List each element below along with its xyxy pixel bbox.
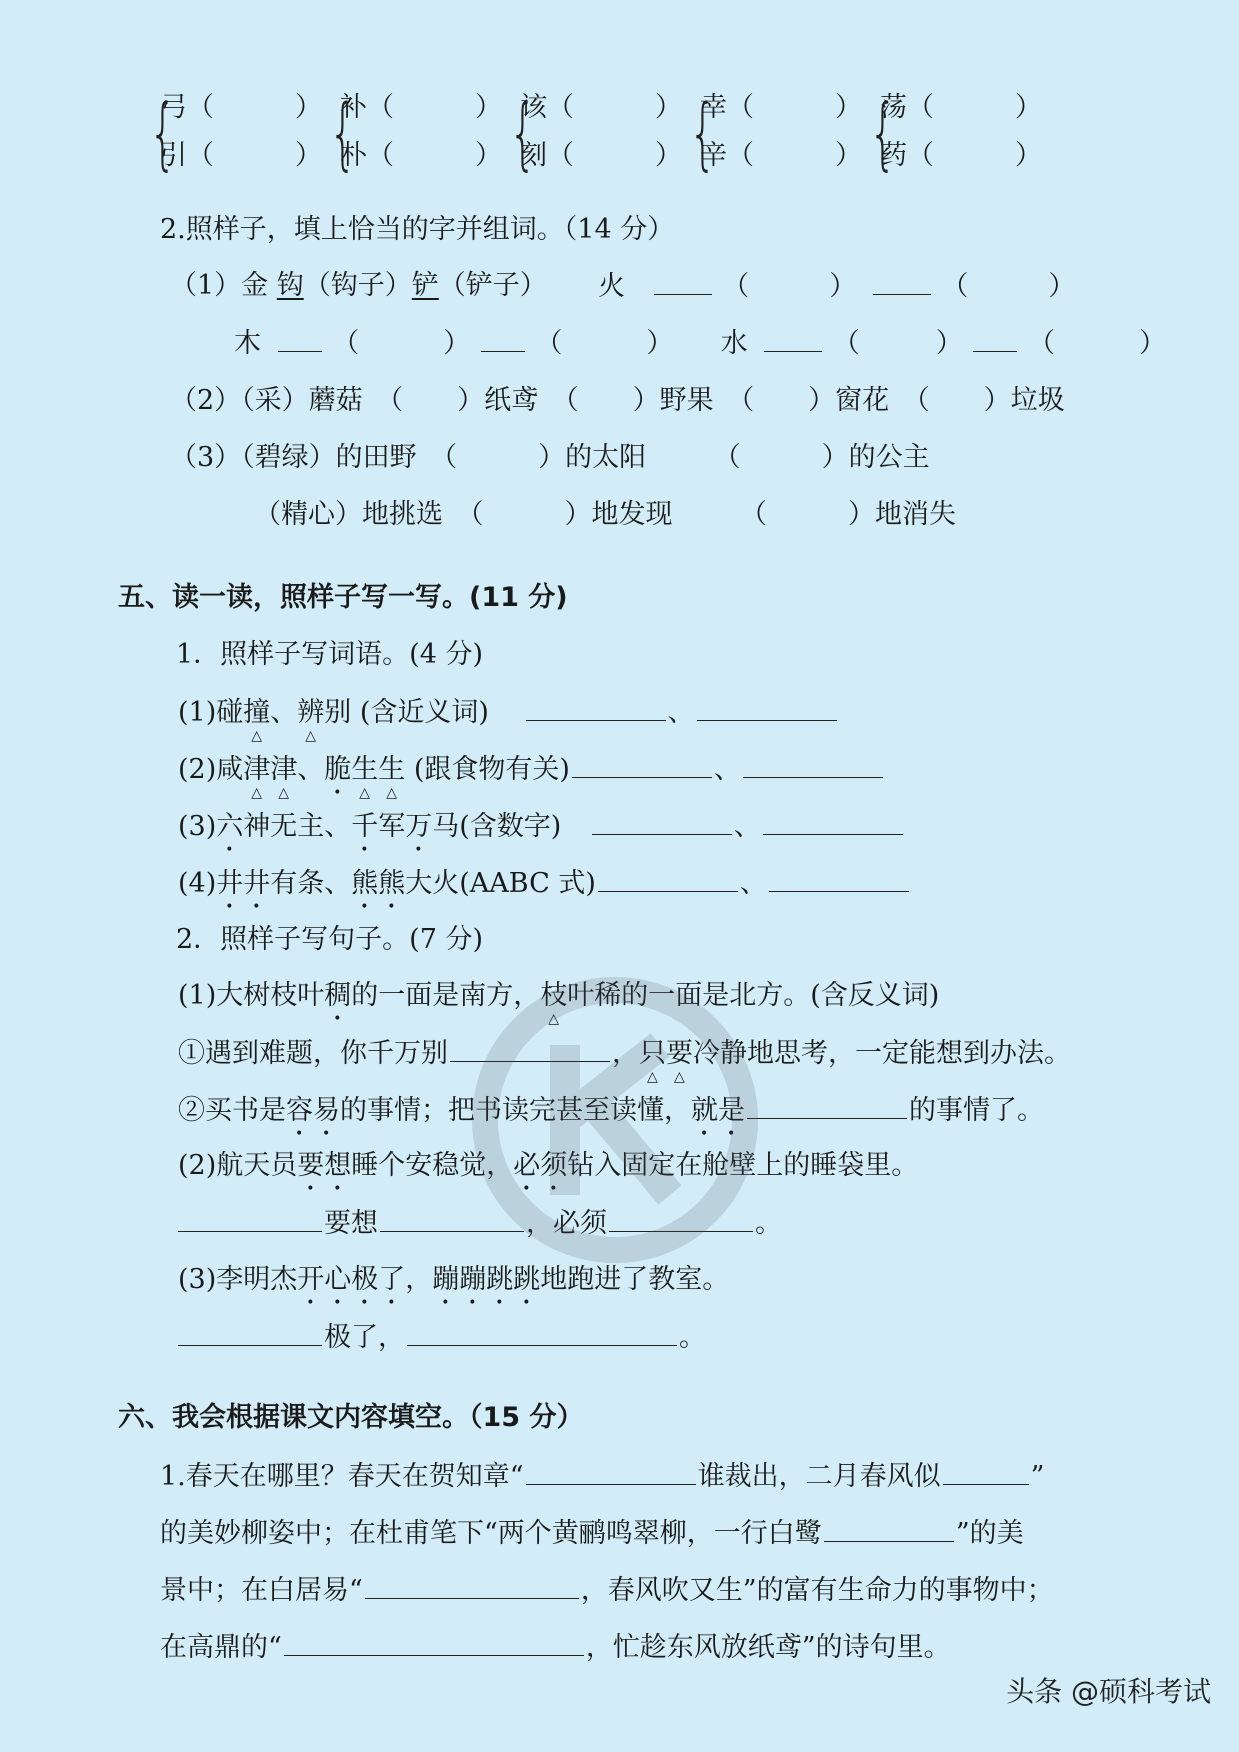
q2-paren-open-4: （: [535, 328, 563, 359]
q2-l1-mid: （钩子）: [303, 270, 412, 301]
s5-s3-blank-2[interactable]: [407, 1319, 677, 1346]
s5-i3-blank-2[interactable]: [763, 808, 903, 835]
s6-p4a: 在高鼎的“: [160, 1632, 282, 1663]
s5-s2-blank-1[interactable]: [178, 1205, 322, 1232]
s5-i4-blank-1[interactable]: [598, 865, 738, 892]
s5-sent-3-rewrite: [176, 1319, 706, 1356]
q2-paren-close-2: ）: [1048, 271, 1076, 302]
s5-sent-2: [178, 1148, 918, 1197]
pair-bottom-2: 朴（ ）: [340, 140, 502, 171]
pair-top-1: 弓（ ）: [160, 92, 322, 123]
s5-i2-b: 津津: [243, 754, 298, 785]
pair-bottom-5: 药（ ）: [880, 140, 1042, 171]
s5-item-2: [178, 751, 885, 801]
q2-paren-close-5: ）: [935, 328, 963, 359]
brace-5: {: [869, 89, 897, 179]
s6-line-4: [160, 1629, 951, 1666]
s5-i3-e: 军: [378, 811, 406, 842]
q2-blank-shui-2[interactable]: [973, 325, 1017, 352]
s5-i3-c: 神无主、: [243, 811, 352, 842]
s5-i3-sep: 、: [733, 811, 761, 842]
s6-p1a: 1.春天在哪里？春天在贺知章“: [160, 1461, 524, 1492]
q2-paren-close-4: ）: [646, 328, 674, 359]
s5-s1-d: 枝: [540, 980, 568, 1011]
q2-line-5: （精心）地挑选 （ ）地发现 （ ）地消失: [254, 499, 956, 530]
s5-s1-e: 叶稀的一面是北方。(含反义词): [567, 980, 940, 1011]
s6-blank-5[interactable]: [284, 1629, 584, 1656]
s5-sent-1-r1: [178, 1035, 1071, 1085]
s5-i4-a: (4): [178, 868, 217, 899]
s5-i2-blank-2[interactable]: [743, 751, 883, 778]
s5-i3-blank-1[interactable]: [592, 808, 732, 835]
s6-p4b: ，忙趁东风放纸鸢”的诗句里。: [585, 1632, 951, 1663]
section-5-heading: 五、读一读，照样子写一写。(11 分): [118, 582, 568, 613]
s5-i4-b: 井井: [216, 868, 271, 899]
s5-sent-2-rewrite: [176, 1205, 782, 1242]
s5-i2-e: 生生: [351, 754, 406, 785]
s5-s3-e: 地跑进了教室。: [540, 1264, 730, 1295]
q2-l2-shui: 水: [720, 328, 748, 359]
q2-l1-end: （铲子）: [438, 270, 547, 301]
pair-bottom-3: 刻（ ）: [520, 140, 682, 171]
s5-i1-blank-1[interactable]: [526, 694, 666, 721]
q2-paren-close-3: ）: [443, 328, 471, 359]
s5-i3-b: 六: [216, 811, 244, 842]
s6-blank-1[interactable]: [526, 1458, 696, 1485]
q2-title: 2.照样子，填上恰当的字并组词。（14 分）: [160, 214, 675, 245]
s5-s1-r2a: ②买书是: [178, 1095, 286, 1126]
s5-s3-c: ，: [405, 1264, 433, 1295]
s5-sent-1-r2: [178, 1092, 1044, 1142]
s5-s2-blank-2[interactable]: [380, 1205, 524, 1232]
s5-s1-r2e: 的事情了。: [909, 1095, 1044, 1126]
s5-s3-r1: 极了，: [324, 1322, 405, 1353]
s5-i4-e: 大火(AABC 式): [405, 868, 596, 899]
s6-line-1: [160, 1458, 1044, 1495]
q2-blank-mu-1[interactable]: [278, 325, 322, 352]
s5-s3-a: (3)李明杰: [178, 1264, 298, 1295]
q2-l1-gou: 钩: [276, 270, 304, 301]
s5-sub1: 1．照样子写词语。(4 分): [176, 639, 484, 670]
s5-i2-c: 、: [297, 754, 325, 785]
s5-s2-c: 睡个安稳觉，: [351, 1150, 514, 1181]
s6-p1b: 谁裁出，二月春风似: [697, 1461, 941, 1492]
s5-i1-a: (1)碰: [178, 697, 244, 728]
q2-paren-open-6: （: [1027, 328, 1055, 359]
q2-l1-huo: 火: [598, 271, 625, 302]
q2-blank-huo-2[interactable]: [873, 268, 931, 295]
q2-blank-huo-1[interactable]: [654, 268, 712, 295]
brace-3: {: [509, 89, 537, 179]
s6-p3a: 景中；在白居易“: [160, 1575, 363, 1606]
pair-top-2: 补（ ）: [340, 92, 502, 123]
s5-s2-r2: ，必须: [526, 1208, 607, 1239]
s5-i4-blank-2[interactable]: [769, 865, 909, 892]
s5-s3-b: 开心极了: [297, 1264, 406, 1295]
s5-s2-b: 要想: [297, 1150, 352, 1181]
s5-s1-r2d: 就是: [691, 1095, 745, 1126]
s6-p2a: 的美妙柳姿中；在杜甫笔下“两个黄鹂鸣翠柳，一行白鹭: [160, 1518, 822, 1549]
s5-i3-a: (3): [178, 811, 217, 842]
s5-s1-a: (1)大树枝叶: [178, 980, 325, 1011]
q2-paren-open-2: （: [941, 271, 969, 302]
s5-i4-d: 熊熊: [351, 868, 406, 899]
s5-i1-b: 撞: [243, 697, 271, 728]
s5-i4-c: 有条、: [270, 868, 352, 899]
q2-line-3: （2）（采）蘑菇 （ ）纸鸢 （ ）野果 （ ）窗花 （ ）垃圾: [170, 385, 1065, 416]
pair-top-5: 荡（ ）: [880, 92, 1042, 123]
q2-blank-mu-2[interactable]: [481, 325, 525, 352]
s6-blank-4[interactable]: [365, 1572, 579, 1599]
brace-2: {: [329, 89, 357, 179]
s5-sent-1: [178, 978, 939, 1027]
s6-blank-3[interactable]: [824, 1515, 954, 1542]
s5-s2-r3: 。: [755, 1208, 782, 1239]
s5-i4-sep: 、: [739, 868, 767, 899]
brace-4: {: [689, 89, 717, 179]
s5-s2-blank-3[interactable]: [609, 1205, 753, 1232]
s5-i1-sep: 、: [667, 697, 695, 728]
pair-bottom-1: 引（ ）: [160, 140, 322, 171]
s5-i1-e: 别 (含近义词): [324, 697, 489, 728]
s5-i3-d: 千: [351, 811, 379, 842]
q2-paren-open-3: （: [332, 328, 360, 359]
footer-credit: 头条 @硕科考试: [1006, 1675, 1211, 1708]
s5-s1-r1b: ，: [612, 1038, 639, 1069]
s5-item-1: [178, 694, 839, 744]
s5-s3-blank-1[interactable]: [178, 1319, 322, 1346]
s5-i2-blank-1[interactable]: [572, 751, 712, 778]
s5-s1-c: 的一面是南方，: [351, 980, 541, 1011]
pair-bottom-4: 辛（ ）: [700, 140, 862, 171]
s5-s1-r1d: 冷静地思考，一定能想到办法。: [693, 1038, 1071, 1069]
s6-line-2: [160, 1515, 1024, 1552]
q2-l1-chan: 铲: [411, 270, 439, 301]
s6-line-3: [160, 1572, 1054, 1609]
s5-i1-c: 、: [270, 697, 298, 728]
s6-p1c: ”: [1030, 1461, 1045, 1492]
s5-i1-d: 辨: [297, 697, 325, 728]
s5-i2-a: (2)咸: [178, 754, 244, 785]
s5-i2-sep: 、: [713, 754, 741, 785]
q2-paren-close-1: ）: [829, 271, 857, 302]
s5-s1-r1c: 只要: [639, 1038, 693, 1069]
s5-i2-f: (跟食物有关): [405, 754, 570, 785]
pair-top-4: 幸（ ）: [700, 92, 862, 123]
s5-s2-d: 必须: [513, 1150, 568, 1181]
s5-s1-b: 稠: [324, 980, 352, 1011]
s5-item-4: [178, 865, 911, 915]
s5-s2-e: 钻入固定在舱壁上的睡袋里。: [567, 1150, 919, 1181]
s5-s2-a: (2)航天员: [178, 1150, 298, 1181]
q2-paren-open-1: （: [722, 271, 750, 302]
s5-sub2: 2．照样子写句子。(7 分): [176, 924, 484, 955]
s5-s2-r1: 要想: [324, 1208, 378, 1239]
s5-s1-r2b: 容易: [286, 1095, 340, 1126]
brace-1: {: [149, 89, 177, 179]
q2-paren-open-5: （: [832, 328, 860, 359]
q2-line-4: （3）（碧绿）的田野 （ ）的太阳 （ ）的公主: [170, 442, 930, 473]
s5-s1-r1a: ①遇到难题，你千万别: [178, 1038, 448, 1069]
q2-line-1: [170, 268, 547, 304]
q2-l1-huo-group: [598, 268, 1075, 305]
s5-i3-f: 万: [405, 811, 433, 842]
pair-top-3: 该（ ）: [520, 92, 682, 123]
s5-item-3: [178, 808, 905, 858]
s5-i3-g: 马(含数字): [432, 811, 562, 842]
s5-s3-d: 蹦蹦跳跳: [432, 1264, 541, 1295]
q2-l2-mu: 木: [234, 328, 261, 359]
section-6-heading: 六、我会根据课文内容填空。（15 分）: [118, 1402, 584, 1433]
s5-s3-r2: 。: [679, 1322, 706, 1353]
s6-p3b: ，春风吹又生”的富有生命力的事物中；: [580, 1575, 1054, 1606]
s5-sent-3: [178, 1262, 729, 1311]
s6-p2b: ”的美: [955, 1518, 1024, 1549]
s5-s1-r2c: 的事情；把书读完甚至读懂，: [340, 1095, 691, 1126]
s5-i2-d: 脆: [324, 754, 352, 785]
s5-i1-blank-2[interactable]: [697, 694, 837, 721]
q2-line-2: [234, 325, 1166, 362]
s5-s1-r2-blank[interactable]: [747, 1092, 907, 1119]
s6-blank-2[interactable]: [943, 1458, 1029, 1485]
q2-paren-close-6: ）: [1138, 328, 1166, 359]
q2-l1-prefix: （1）金: [170, 270, 277, 301]
s5-s1-r1-blank[interactable]: [450, 1035, 610, 1062]
q2-blank-shui-1[interactable]: [764, 325, 822, 352]
